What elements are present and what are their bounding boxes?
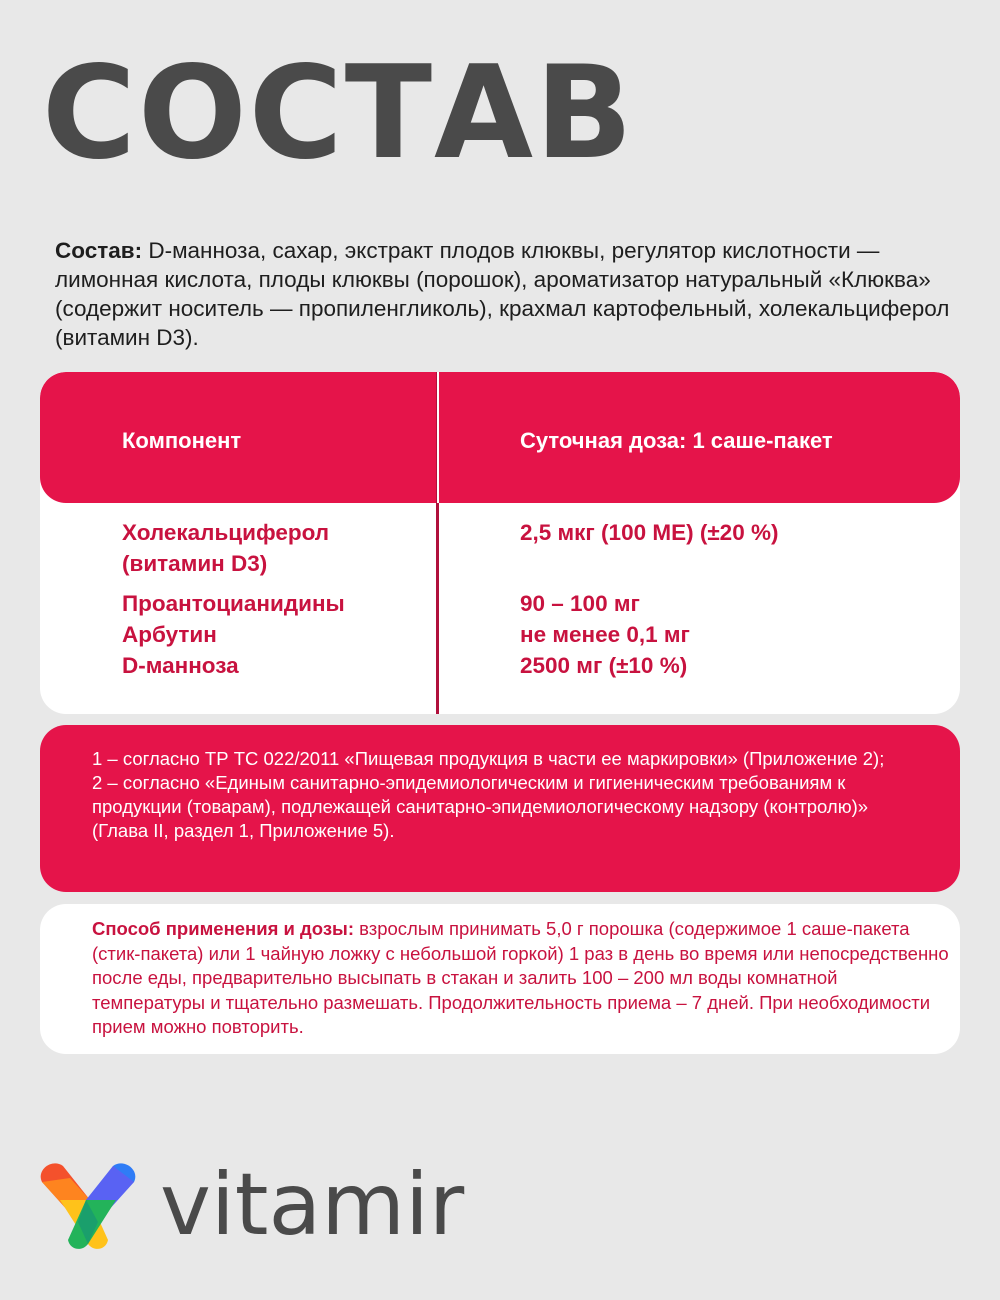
dosage-table — [40, 372, 960, 714]
usage-paragraph — [92, 917, 952, 1040]
footnote-1: 1 – согласно ТР ТС 022/2011 «Пищевая продукция в части ее маркировки» (Приложение 2); — [92, 748, 885, 769]
composition-label: Состав: — [55, 238, 143, 263]
footnotes-text — [92, 747, 922, 843]
table-cell-component: D-манноза — [122, 653, 239, 678]
table-cell-component: Проантоцианидины — [122, 591, 345, 616]
header-dose: Суточная доза: 1 саше-пакет — [520, 428, 833, 453]
usage-card — [40, 904, 960, 1054]
page-title: СОСТАВ — [42, 39, 635, 188]
table-cell-dose: не менее 0,1 мг — [520, 622, 690, 647]
table-cell-dose: 90 – 100 мг — [520, 591, 640, 616]
composition-text: D-манноза, сахар, экстракт плодов клюквы, регулятор кислотности — лимонная кислота, плоды клюквы (порошок), ароматизатор натуральный «Клюква» (содержит носитель — пропиленгликоль), крахмал картофельный, холекальциферол (витамин D3). — [55, 238, 950, 350]
table-cell-component: Холекальциферол (витамин D3) — [122, 520, 330, 576]
table-cell-dose: 2500 мг (±10 %) — [520, 653, 688, 678]
table-cell-dose: 2,5 мкг (100 МЕ) (±20 %) — [520, 520, 779, 545]
footnote-2: 2 – согласно «Единым санитарно-эпидемиологическим и гигиеническим требованиям к продукции (товарам), подлежащей санитарно-эпидемиологическому надзору (контролю)» (Глава II, раздел 1, Приложение 5). — [92, 772, 869, 841]
brand-name: vitamir — [160, 1155, 465, 1255]
composition-paragraph — [55, 236, 985, 352]
table-cell-component: Арбутин — [122, 622, 217, 647]
footnotes-card — [40, 725, 960, 892]
usage-text: взрослым принимать 5,0 г порошка (содержимое 1 саше-пакета (стик-пакета) или 1 чайную ложку с небольшой горкой) 1 раз в день во время или непосредственно после еды, предварительно высыпать в стакан и залить 100 – 200 мл воды комнатной температуры и тщательно размешать. Продолжительность приема – 7 дней. При необходимости прием можно повторить. — [92, 918, 949, 1037]
vitamir-v-logo-icon — [38, 1160, 138, 1252]
header-column-divider — [437, 372, 439, 503]
header-component: Компонент — [122, 428, 242, 453]
usage-label: Способ применения и дозы: — [92, 918, 354, 939]
